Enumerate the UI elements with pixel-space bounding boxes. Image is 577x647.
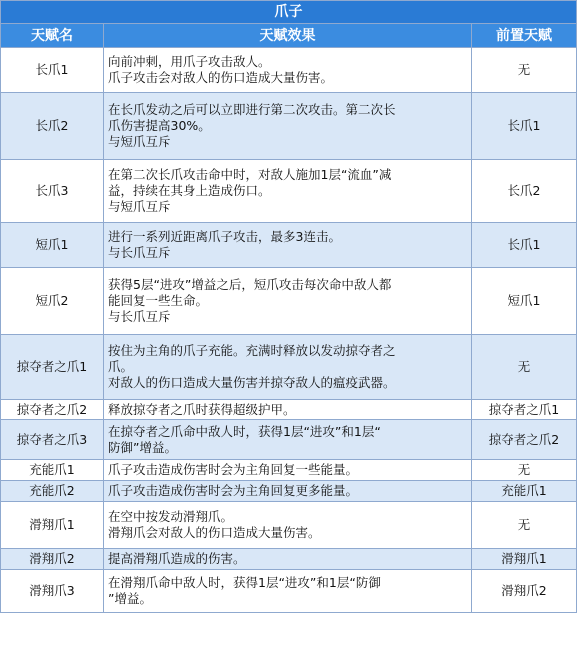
prerequisite-cell: 掠夺者之爪1 — [472, 400, 577, 420]
talent-name-cell: 掠夺者之爪2 — [1, 400, 104, 420]
talent-name-cell: 滑翔爪3 — [1, 570, 104, 613]
talent-effect-cell — [104, 335, 472, 400]
table-row — [1, 481, 577, 502]
effect-line: 进行一系列近距离爪子攻击，最多3连击。 — [108, 229, 341, 244]
effect-line: 获得5层“进攻”增益之后，短爪攻击每次命中敌人都 — [108, 277, 392, 292]
effect-line: 爪子攻击造成伤害时会为主角回复更多能量。 — [108, 483, 359, 498]
table-header-row — [1, 24, 577, 48]
effect-line: 爪子攻击造成伤害时会为主角回复一些能量。 — [108, 462, 359, 477]
prerequisite-cell: 长爪1 — [472, 223, 577, 268]
talent-name-cell: 滑翔爪1 — [1, 502, 104, 549]
prerequisite-cell: 滑翔爪2 — [472, 570, 577, 613]
effect-line: 爪伤害提高30%。 — [108, 118, 211, 133]
table-row — [1, 400, 577, 420]
effect-line: 在滑翔爪命中敌人时，获得1层“进攻”和1层“防御 — [108, 575, 381, 590]
effect-line: 爪子攻击会对敌人的伤口造成大量伤害。 — [108, 70, 334, 85]
prerequisite-cell: 滑翔爪1 — [472, 549, 577, 570]
effect-line: 爪。 — [108, 359, 134, 374]
talent-effect-cell — [104, 93, 472, 160]
effect-line: 在第二次长爪攻击命中时，对敌人施加1层“流血”减 — [108, 167, 392, 182]
talent-effect-cell — [104, 400, 472, 420]
effect-line: ”增益。 — [108, 591, 152, 606]
talent-effect-cell — [104, 481, 472, 502]
prerequisite-cell: 无 — [472, 502, 577, 549]
table-row — [1, 160, 577, 223]
talent-name-cell: 充能爪2 — [1, 481, 104, 502]
prerequisite-cell: 充能爪1 — [472, 481, 577, 502]
table-title: 爪子 — [1, 1, 577, 24]
talent-effect-cell — [104, 268, 472, 335]
effect-line: 提高滑翔爪造成的伤害。 — [108, 551, 246, 566]
effect-line: 滑翔爪会对敌人的伤口造成大量伤害。 — [108, 525, 321, 540]
prerequisite-cell: 长爪2 — [472, 160, 577, 223]
talent-name-cell: 长爪3 — [1, 160, 104, 223]
header-talent-effect: 天赋效果 — [104, 24, 472, 48]
table-row — [1, 268, 577, 335]
table-row — [1, 420, 577, 460]
talent-name-cell: 长爪2 — [1, 93, 104, 160]
effect-line: 与长爪互斥 — [108, 245, 171, 260]
effect-line: 与短爪互斥 — [108, 199, 171, 214]
table-row — [1, 223, 577, 268]
prerequisite-cell: 无 — [472, 335, 577, 400]
table-row — [1, 93, 577, 160]
effect-line: 与短爪互斥 — [108, 134, 171, 149]
table-row — [1, 549, 577, 570]
header-talent-name: 天赋名 — [1, 24, 104, 48]
effect-line: 在长爪发动之后可以立即进行第二次攻击。第二次长 — [108, 102, 396, 117]
talent-name-cell: 长爪1 — [1, 48, 104, 93]
prerequisite-cell: 长爪1 — [472, 93, 577, 160]
prerequisite-cell: 无 — [472, 48, 577, 93]
effect-line: 按住为主角的爪子充能。充满时释放以发动掠夺者之 — [108, 343, 396, 358]
effect-line: 释放掠夺者之爪时获得超级护甲。 — [108, 401, 296, 417]
talent-effect-cell — [104, 48, 472, 93]
talent-name-cell: 短爪2 — [1, 268, 104, 335]
talent-name-cell: 充能爪1 — [1, 460, 104, 481]
table-row — [1, 570, 577, 613]
talent-effect-cell — [104, 570, 472, 613]
talent-effect-cell — [104, 420, 472, 460]
talent-name-cell: 掠夺者之爪3 — [1, 420, 104, 460]
talent-effect-cell — [104, 223, 472, 268]
table-row — [1, 460, 577, 481]
effect-line: 与长爪互斥 — [108, 309, 171, 324]
talent-effect-cell — [104, 502, 472, 549]
prerequisite-cell: 无 — [472, 460, 577, 481]
effect-line: 能回复一些生命。 — [108, 293, 209, 308]
effect-line: 向前冲刺，用爪子攻击敌人。 — [108, 54, 271, 69]
talent-name-cell: 掠夺者之爪1 — [1, 335, 104, 400]
effect-line: 在掠夺者之爪命中敌人时，获得1层“进攻”和1层“ — [108, 423, 381, 439]
talent-effect-cell — [104, 549, 472, 570]
table-title-row — [1, 1, 577, 24]
talent-effect-cell — [104, 460, 472, 481]
effect-line: 对敌人的伤口造成大量伤害并掠夺敌人的瘟疫武器。 — [108, 375, 396, 390]
talent-name-cell: 短爪1 — [1, 223, 104, 268]
talent-effect-cell — [104, 160, 472, 223]
effect-line: 在空中按发动滑翔爪。 — [108, 509, 234, 524]
table-body — [1, 48, 577, 613]
header-prerequisite: 前置天赋 — [472, 24, 577, 48]
prerequisite-cell: 短爪1 — [472, 268, 577, 335]
table-row — [1, 335, 577, 400]
prerequisite-cell: 掠夺者之爪2 — [472, 420, 577, 460]
table-row — [1, 48, 577, 93]
effect-line: 益，持续在其身上造成伤口。 — [108, 183, 271, 198]
table-row — [1, 502, 577, 549]
effect-line: 防御”增益。 — [108, 439, 177, 455]
talent-name-cell: 滑翔爪2 — [1, 549, 104, 570]
